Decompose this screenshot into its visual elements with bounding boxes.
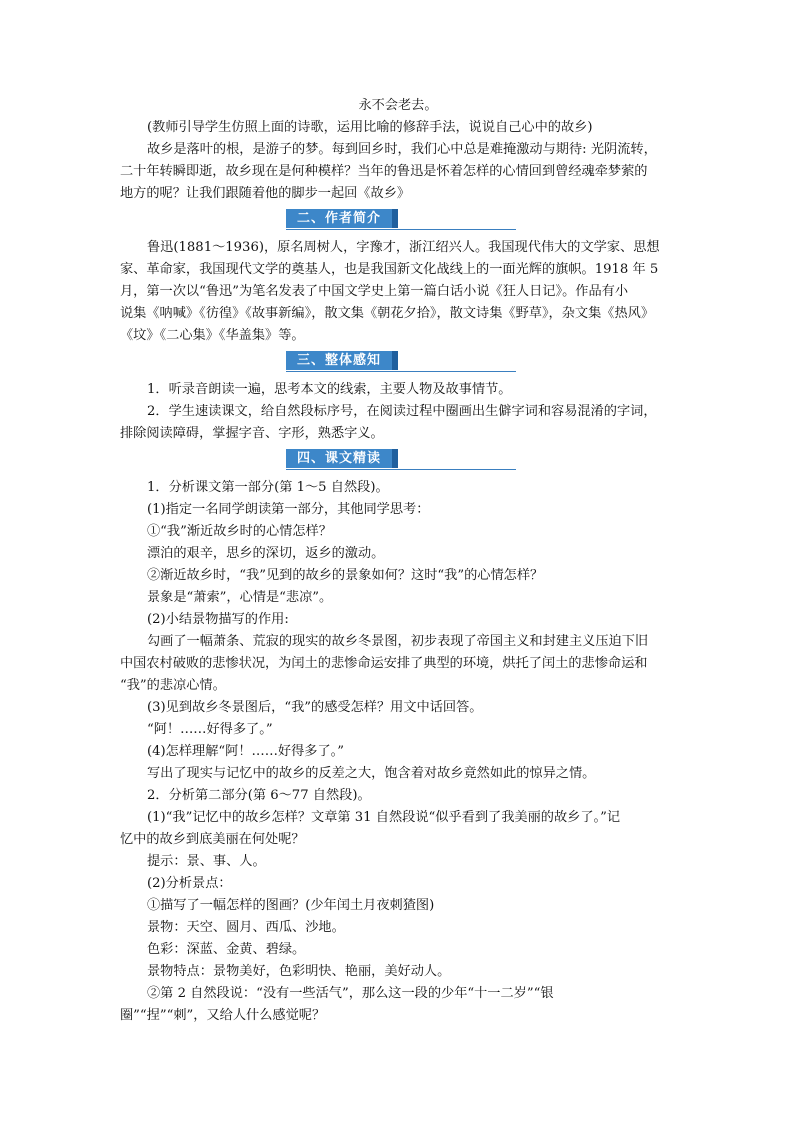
intro-paragraph-line-1: 故乡是落叶的根，是游子的梦。每到回乡时，我们心中总是难掩激动与期待: 光阴流转， (147, 142, 657, 157)
reading-line-16: (1)“我”记忆中的故乡怎样？文章第 31 自然段说“似乎看到了我美丽的故乡了。”记 (147, 810, 621, 825)
reading-line-13: (4)怎样理解“阿！……好得多了。” (147, 744, 345, 759)
reading-line-20: ①描写了一幅怎样的图画？(少年闰土月夜刺猹图) (147, 898, 435, 913)
heading-label: 二、作者简介 (286, 209, 398, 228)
reading-line-4: 漂泊的艰辛，思乡的深切，返乡的激动。 (147, 546, 385, 561)
reading-line-3: ①“我”渐近故乡时的心情怎样？ (147, 524, 332, 539)
reading-line-24: ②第 2 自然段说：“没有一些活气”，那么这一段的少年“十一二岁”“银 (147, 986, 554, 1001)
reading-line-2: (1)指定一名同学朗读第一部分，其他同学思考： (147, 502, 430, 517)
intro-paragraph-line-2: 二十年转瞬即逝，故乡现在是何种模样？当年的鲁迅是怀着怎样的心情回到曾经魂牵梦萦的 (120, 164, 648, 179)
overview-line-3: 排除阅读障碍，掌握字音、字形，熟悉字义。 (120, 426, 384, 441)
reading-line-22: 色彩：深蓝、金黄、碧绿。 (147, 942, 306, 957)
reading-line-19: (2)分析景点： (147, 876, 232, 891)
reading-line-21: 景物：天空、圆月、西瓜、沙地。 (147, 920, 345, 935)
author-line-4: 说集《呐喊》《彷徨》《故事新编》，散文集《朝花夕拾》，散文诗集《野草》，杂文集《热风》 (120, 306, 655, 321)
document-page (120, 95, 676, 1027)
heading-label: 三、整体感知 (286, 351, 398, 370)
overview-line-2: 2．学生速读课文，给自然段标序号，在阅读过程中圈画出生僻字词和容易混淆的字词， (147, 404, 657, 419)
intro-paragraph-line-3: 地方的呢？让我们跟随着他的脚步一起回《故乡》 (120, 186, 411, 201)
reading-line-9: 中国农村破败的悲惨状况，为闰土的悲惨命运安排了典型的环境，烘托了闰土的悲惨命运和 (120, 656, 648, 671)
reading-line-23: 景物特点：景物美好，色彩明快、艳丽，美好动人。 (147, 964, 451, 979)
section-heading-author (120, 209, 676, 231)
teacher-note: (教师引导学生仿照上面的诗歌，运用比喻的修辞手法，说说自己心中的故乡) (147, 120, 593, 135)
reading-line-10: “我”的悲凉心情。 (120, 678, 226, 693)
author-line-1: 鲁迅(1881～1936)，原名周树人，字豫才，浙江绍兴人。我国现代伟大的文学家、思想 (147, 240, 660, 255)
reading-line-14: 写出了现实与记忆中的故乡的反差之大，饱含着对故乡竟然如此的惊异之情。 (147, 766, 596, 781)
reading-line-11: (3)见到故乡冬景图后，“我”的感受怎样？用文中话回答。 (147, 700, 483, 715)
reading-line-6: 景象是“萧索”，心情是“悲凉”。 (147, 590, 333, 605)
author-line-2: 家、革命家，我国现代文学的奠基人，也是我国新文化战线上的一面光辉的旗帜。1918 年 5 (120, 262, 659, 277)
author-line-5: 《坟》《二心集》《华盖集》等。 (120, 328, 305, 343)
reading-line-17: 忆中的故乡到底美丽在何处呢？ (120, 832, 305, 847)
poem-last-line: 永不会老去。 (358, 98, 438, 113)
reading-line-8: 勾画了一幅萧条、荒寂的现实的故乡冬景图，初步表现了帝国主义和封建主义压迫下旧 (147, 634, 649, 649)
reading-line-15: 2．分析第二部分(第 6～77 自然段)。 (147, 788, 371, 803)
reading-line-1: 1．分析课文第一部分(第 1～5 自然段)。 (147, 480, 389, 495)
reading-line-25: 圈”“捏”“刺”，又给人什么感觉呢？ (120, 1008, 326, 1023)
heading-label: 四、课文精读 (286, 449, 398, 468)
reading-line-5: ②渐近故乡时，“我”见到的故乡的景象如何？这时“我”的心情怎样？ (147, 568, 544, 583)
reading-line-18: 提示：景、事、人。 (147, 854, 266, 869)
section-heading-overview (120, 351, 676, 373)
reading-line-7: (2)小结景物描写的作用: (147, 612, 289, 627)
reading-line-12: “阿！……好得多了。” (147, 722, 273, 737)
author-line-3: 月，第一次以“鲁迅”为笔名发表了中国文学史上第一篇白话小说《狂人日记》。作品有小 (120, 284, 629, 299)
overview-line-1: 1．听录音朗读一遍，思考本文的线索，主要人物及故事情节。 (147, 382, 512, 397)
section-heading-close-reading (120, 449, 676, 471)
